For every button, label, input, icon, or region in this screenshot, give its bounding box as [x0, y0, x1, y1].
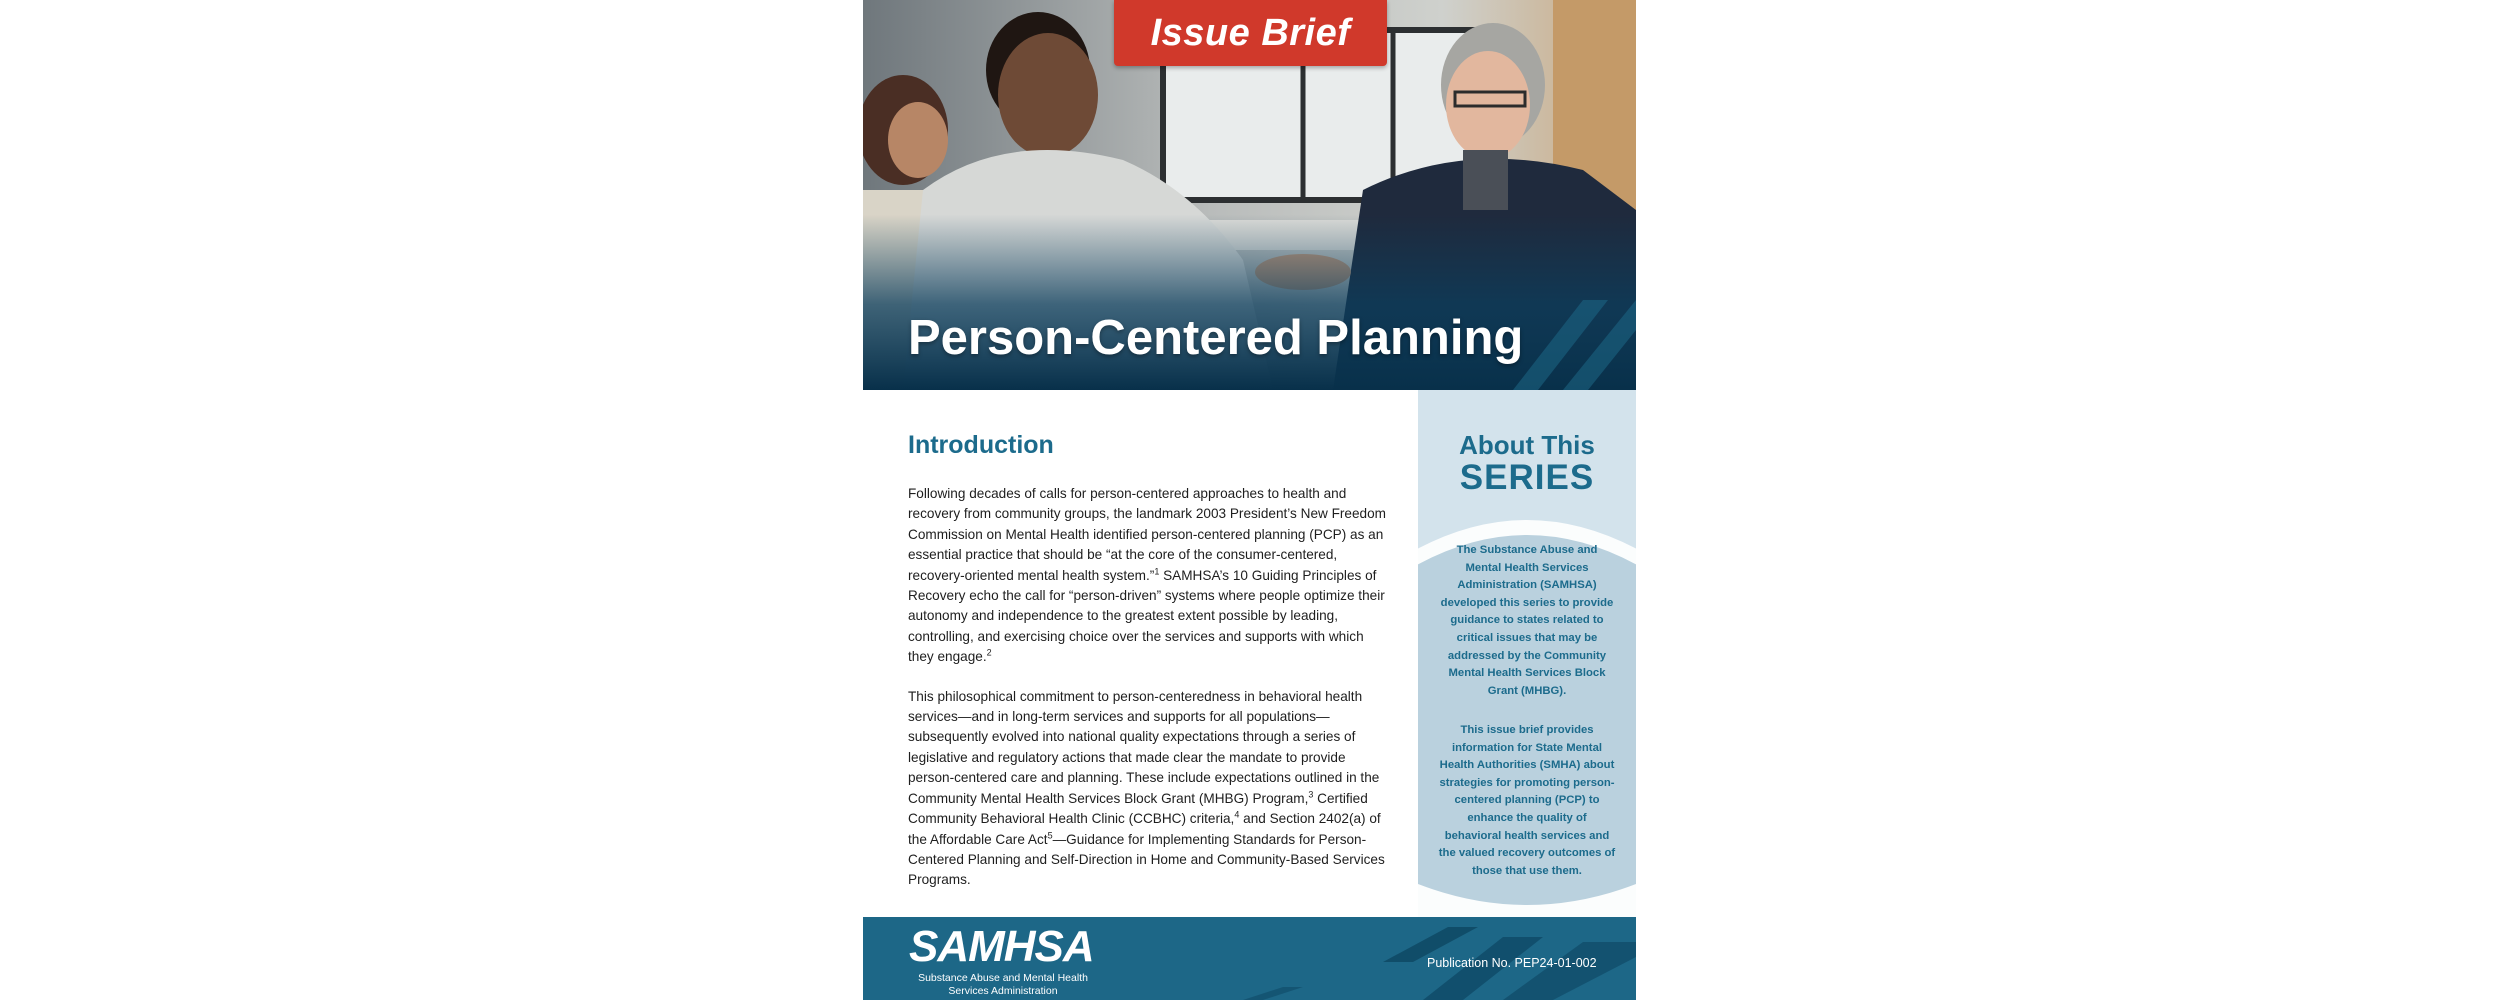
- sidebar-paragraph-1: The Substance Abuse and Mental Health Services Administration (SAMHSA) developed this series to provide guidance to states related to critical issues that may be addressed by the Community Mental Health Services Block Grant (MHBG).: [1440, 544, 1614, 697]
- samhsa-logo: SAMHSA: [909, 922, 1094, 971]
- footer-bar: [863, 917, 1636, 1000]
- introduction-heading: Introduction: [908, 431, 1054, 459]
- about-heading: About This: [1459, 430, 1595, 460]
- page-title: Person-Centered Planning: [908, 311, 1524, 365]
- series-heading: SERIES: [1459, 458, 1595, 497]
- footnote-ref: 2: [986, 647, 992, 658]
- footnote-ref: 1: [1154, 566, 1160, 577]
- issue-brief-page: [863, 0, 1636, 1000]
- paragraph-text: SAMHSA’s 10 Guiding Principles of Recovery echo the call for “person-driven” systems where people optimize their autonomy and independence to the greatest extent possible by leading, controlling, and exercising choice over the services and supports with which they engage.: [908, 567, 1385, 665]
- paragraph-text: Certified Community Behavioral Health Clinic (CCBHC) criteria,: [908, 790, 1368, 827]
- paragraph-text: and Section 2402(a) of the Affordable Care Act: [908, 811, 1381, 847]
- main-content: [908, 428, 1386, 910]
- intro-paragraph-1: [908, 484, 1386, 668]
- sidebar-paragraph-2: This issue brief provides information for State Mental Health Authorities (SMHA) about strategies for promoting person-centered planning (PCP) to enhance the quality of behavioral health services and the valued recovery outcomes of those that use them.: [1438, 724, 1616, 877]
- samhsa-logo-subtitle: Substance Abuse and Mental Health Services Administration: [918, 972, 1088, 997]
- footnote-ref: 3: [1308, 789, 1314, 800]
- paragraph-text: This philosophical commitment to person-centeredness in behavioral health services—and in long-term services and supports for all populations—subsequently evolved into national quality expectations through a series of legislative and regulatory actions that made clear the mandate to provide person-centered care and planning. These include expectations outlined in the Community Mental Health Services Block Grant (MHBG) Program,: [908, 688, 1380, 806]
- publication-number: Publication No. PEP24-01-002: [1427, 956, 1597, 970]
- paragraph-text: —Guidance for Implementing Standards for Person-Centered Planning and Self-Direction in Home and Community-Based Services Programs.: [908, 831, 1385, 888]
- issue-brief-badge: Issue Brief: [1114, 0, 1387, 66]
- hero-banner: [863, 0, 1636, 390]
- footnote-ref: 4: [1234, 809, 1240, 820]
- paragraph-text: Following decades of calls for person-centered approaches to health and recovery from community groups, the landmark 2003 President’s New Freedom Commission on Mental Health identified person-centered planning (PCP) as an essential practice that should be “at the core of the consumer-centered, recovery-oriented mental health system.”: [908, 486, 1386, 583]
- about-series-sidebar: [1418, 390, 1636, 917]
- intro-paragraph-2: [908, 687, 1386, 891]
- footnote-ref: 5: [1047, 829, 1053, 840]
